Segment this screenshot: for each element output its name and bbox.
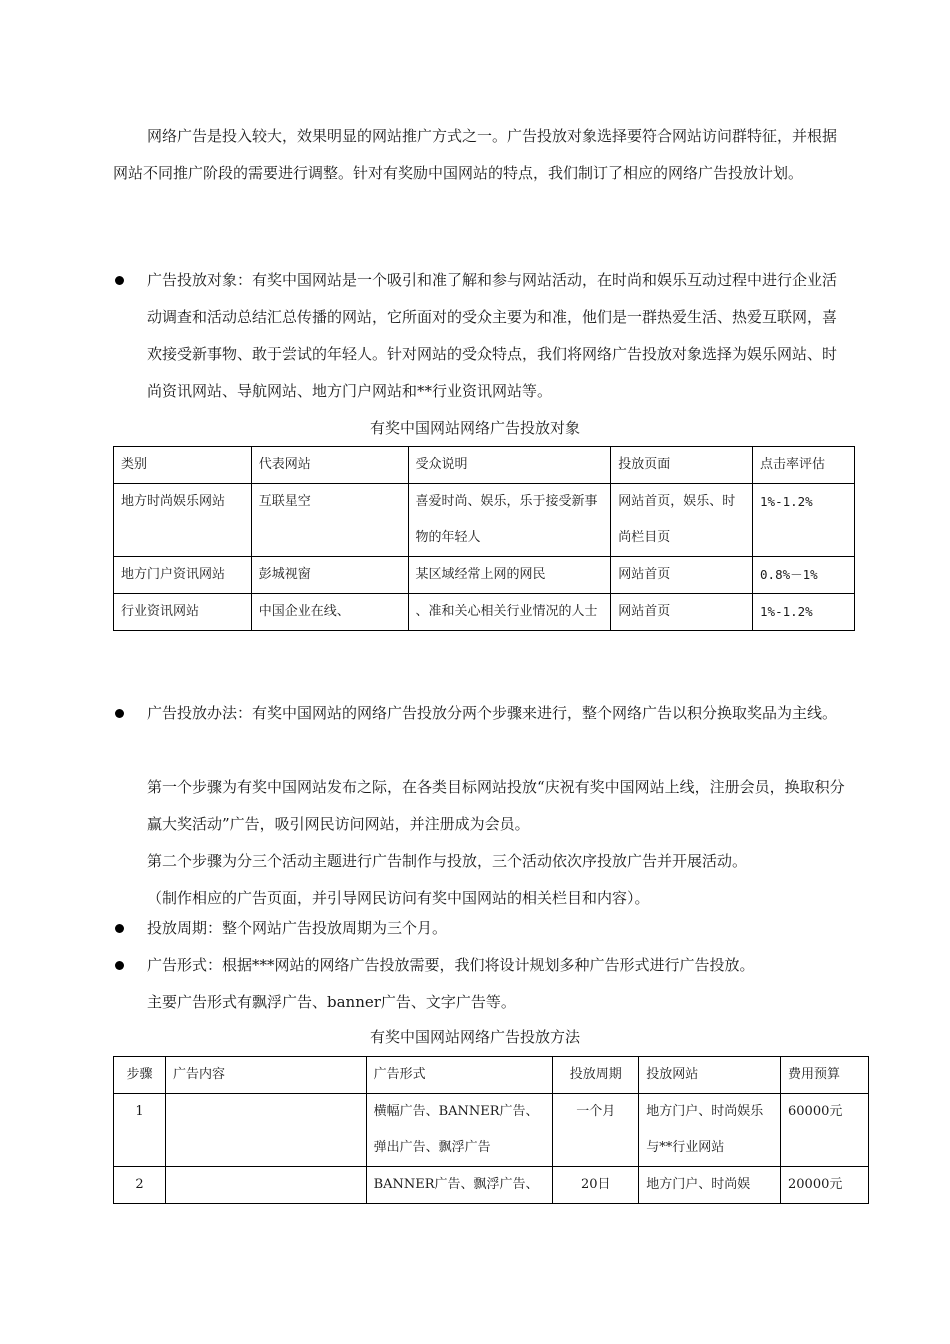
- bullet-dot: [115, 924, 124, 933]
- table-row: [114, 1167, 869, 1204]
- table-row: [114, 1094, 869, 1167]
- intro-paragraph: 网络广告是投入较大，效果明显的网站推广方式之一。广告投放对象选择要符合网站访问群特征，并根据网站不同推广阶段的需要进行调整。针对有奖励中国网站的特点，我们制订了相应的网络广告投放计划。: [113, 127, 838, 182]
- method-table: [113, 1056, 869, 1204]
- table-cell: 网站首页: [611, 557, 753, 594]
- bullet-dot: [115, 276, 124, 285]
- form-note: 主要广告形式有飘浮广告、banner广告、文字广告等。: [147, 993, 516, 1011]
- table-header-cell: 点击率评估: [753, 447, 855, 484]
- table-header-cell: 广告形式: [366, 1057, 553, 1094]
- bullet-method-text: 广告投放办法：有奖中国网站的网络广告投放分两个步骤来进行，整个网络广告以积分换取奖品为主线。: [147, 704, 838, 722]
- table-cell: 20000元: [781, 1167, 869, 1204]
- table-row: [114, 484, 855, 557]
- table-header-cell: 广告内容: [165, 1057, 366, 1094]
- table-cell: 一个月: [553, 1094, 639, 1167]
- table-cell: 0.8%－1%: [753, 557, 855, 594]
- table-cell: 60000元: [781, 1094, 869, 1167]
- table-header-cell: 类别: [114, 447, 252, 484]
- table-header-cell: 投放周期: [553, 1057, 639, 1094]
- table-cell: 1%-1.2%: [753, 594, 855, 631]
- table-header-cell: 受众说明: [408, 447, 611, 484]
- bullet-period-text: 投放周期：整个网站广告投放周期为三个月。: [147, 919, 448, 937]
- table-cell: 、准和关心相关行业情况的人士: [408, 594, 611, 631]
- bullet-dot: [115, 961, 124, 970]
- table-cell: 地方时尚娱乐网站: [114, 484, 252, 557]
- table-cell: 地方门户、时尚娱: [639, 1167, 781, 1204]
- table-cell: 互联星空: [251, 484, 408, 557]
- step1-text: 第一个步骤为有奖中国网站发布之际，在各类目标网站投放“庆祝有奖中国网站上线，注册会员，换取积分赢大奖活动”广告，吸引网民访问网站，并注册成为会员。: [147, 778, 845, 833]
- table-cell: 网站首页，娱乐、时尚栏目页: [611, 484, 753, 557]
- table-cell: 地方门户、时尚娱乐与**行业网站: [639, 1094, 781, 1167]
- table-header-row: [114, 447, 855, 484]
- table-cell: 1%-1.2%: [753, 484, 855, 557]
- table-cell: [165, 1167, 366, 1204]
- table-row: [114, 594, 855, 631]
- table-header-row: [114, 1057, 869, 1094]
- table-cell: 喜爱时尚、娱乐，乐于接受新事物的年轻人: [408, 484, 611, 557]
- table-cell: 1: [114, 1094, 166, 1167]
- table-cell: BANNER广告、飘浮广告、: [366, 1167, 553, 1204]
- bullet-target-text: 广告投放对象：有奖中国网站是一个吸引和准了解和参与网站活动，在时尚和娱乐互动过程中进行企业活动调查和活动总结汇总传播的网站，它所面对的受众主要为和准，他们是一群热爱生活、热爱互联网，喜欢接受新事物、敢于尝试的年轻人。针对网站的受众特点，我们将网络广告投放对象选择为娱乐网站、时尚资讯网站、导航网站、地方门户网站和**行业资讯网站等。: [147, 271, 838, 400]
- table-cell: 网站首页: [611, 594, 753, 631]
- table-cell: 横幅广告、BANNER广告、弹出广告、飘浮广告: [366, 1094, 553, 1167]
- table-header-cell: 投放页面: [611, 447, 753, 484]
- step2-note: （制作相应的广告页面，并引导网民访问有奖中国网站的相关栏目和内容）。: [147, 889, 650, 907]
- bullet-form-text: 广告形式：根据***网站的网络广告投放需要，我们将设计规划多种广告形式进行广告投放。: [147, 956, 755, 974]
- table-cell: 行业资讯网站: [114, 594, 252, 631]
- table-cell: [165, 1094, 366, 1167]
- table-header-cell: 步骤: [114, 1057, 166, 1094]
- table-header-cell: 投放网站: [639, 1057, 781, 1094]
- table1-caption: 有奖中国网站网络广告投放对象: [369, 419, 580, 437]
- table-header-cell: 代表网站: [251, 447, 408, 484]
- table2-caption: 有奖中国网站网络广告投放方法: [369, 1028, 580, 1046]
- target-table: [113, 446, 855, 631]
- table-cell: 彭城视窗: [251, 557, 408, 594]
- step2-text: 第二个步骤为分三个活动主题进行广告制作与投放，三个活动依次序投放广告并开展活动。: [147, 852, 748, 870]
- table-row: [114, 557, 855, 594]
- bullet-dot: [115, 709, 124, 718]
- table-cell: 20日: [553, 1167, 639, 1204]
- table-header-cell: 费用预算: [781, 1057, 869, 1094]
- table-cell: 中国企业在线、: [251, 594, 408, 631]
- table-cell: 地方门户资讯网站: [114, 557, 252, 594]
- table-cell: 某区域经常上网的网民: [408, 557, 611, 594]
- table-cell: 2: [114, 1167, 166, 1204]
